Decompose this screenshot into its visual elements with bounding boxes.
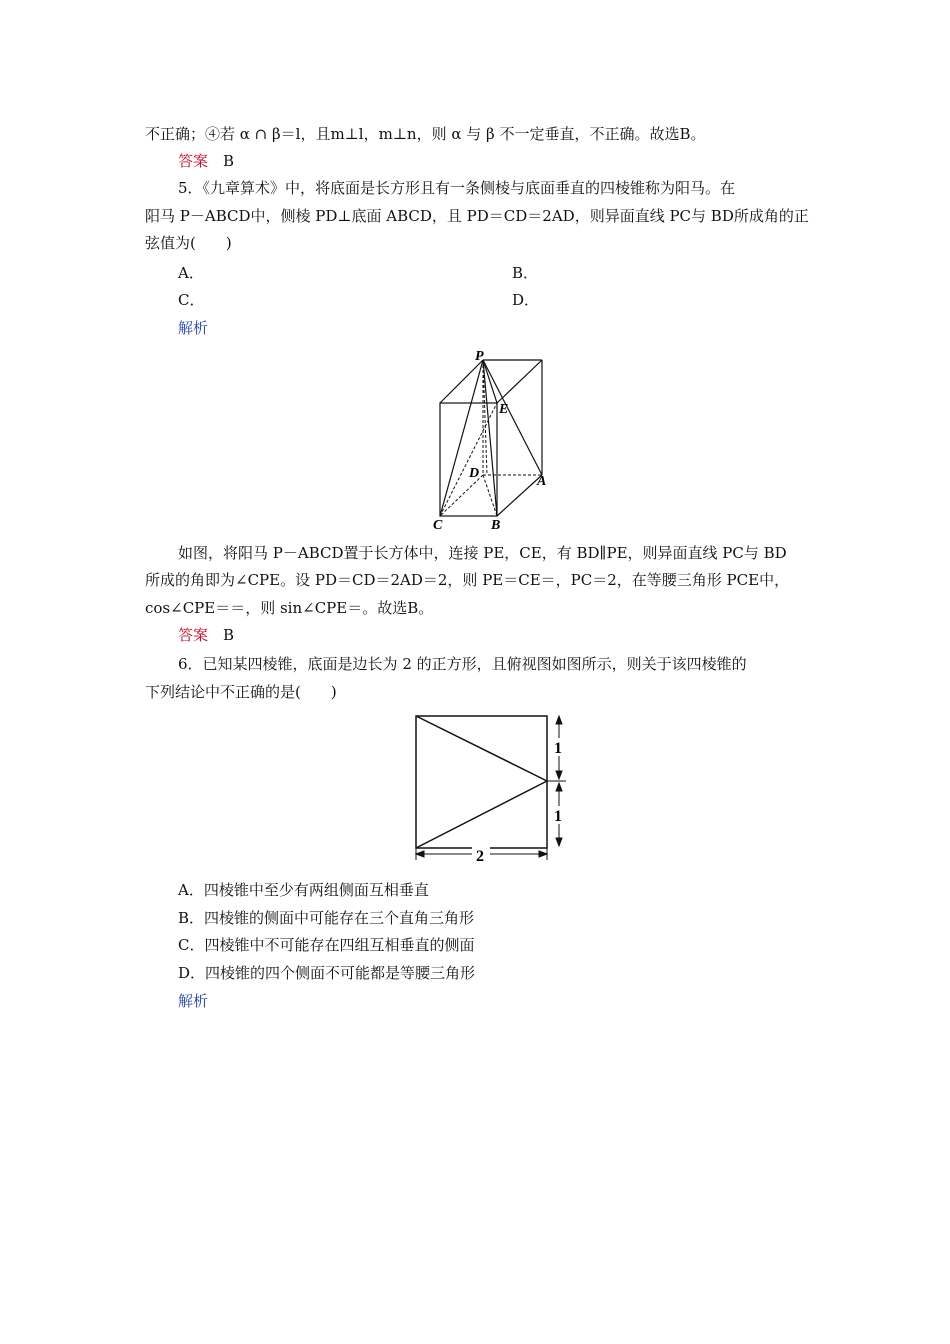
- q5-analysis-label: 解析: [178, 319, 209, 337]
- q4-answer: [178, 151, 234, 171]
- dim-top-1: 1: [554, 740, 562, 757]
- q6-option-b: B．四棱锥的侧面中可能存在三个直角三角形: [178, 909, 475, 927]
- label-b: B: [491, 518, 501, 533]
- q5-answer: [178, 625, 234, 645]
- dim-width-2: 2: [476, 848, 484, 865]
- answer-label: 答案: [178, 626, 209, 644]
- q5-solution-line3: cos∠CPE＝＝，则 sin∠CPE＝。故选B。: [145, 599, 434, 617]
- q5-stem-line1: 5．《九章算术》中，将底面是长方形且有一条侧棱与底面垂直的四棱锥称为阳马。在: [178, 179, 736, 197]
- q5-option-c: C．: [178, 291, 205, 309]
- q5-stem-line3: 弦值为( ): [145, 234, 232, 252]
- prev-solution-tail: 不正确；④若 α ∩ β＝l，且m⊥l，m⊥n，则 α 与 β 不一定垂直，不正确。故选B。: [145, 125, 706, 143]
- q6-top-view-figure: [410, 710, 570, 870]
- q6-stem-line2: 下列结论中不正确的是( ): [145, 683, 337, 701]
- dim-bottom-1: 1: [554, 808, 562, 825]
- label-d: D: [469, 466, 480, 481]
- q6-option-c: C．四棱锥中不可能存在四组互相垂直的侧面: [178, 936, 475, 954]
- q5-option-b: B．: [512, 264, 539, 282]
- q5-option-d: D．: [512, 291, 540, 309]
- label-p: P: [475, 349, 484, 364]
- label-e: E: [499, 402, 509, 417]
- q6-option-d: D．四棱锥的四个侧面不可能都是等腰三角形: [178, 964, 476, 982]
- label-a: A: [537, 474, 547, 489]
- label-c: C: [433, 518, 443, 533]
- answer-label: 答案: [178, 152, 209, 170]
- q5-stem-line2: 阳马 P－ABCD中，侧棱 PD⊥底面 ABCD，且 PD＝CD＝2AD，则异面直线 PC与 BD所成角的正: [145, 207, 809, 225]
- q5-solution-line2: 所成的角即为∠CPE。设 PD＝CD＝2AD＝2，则 PE＝CE＝，PC＝2，在等腰三角形 PCE中，: [145, 571, 790, 589]
- q6-stem-line1: 6．已知某四棱锥，底面是边长为 2 的正方形，且俯视图如图所示，则关于该四棱锥的: [178, 655, 747, 673]
- q5-option-a: A．: [178, 264, 204, 282]
- q5-cuboid-figure: [425, 345, 565, 535]
- q5-solution-line1: 如图，将阳马 P－ABCD置于长方体中，连接 PE，CE，有 BD∥PE，则异面直线 PC与 BD: [178, 544, 787, 562]
- q6-analysis-label: 解析: [178, 992, 209, 1010]
- q6-option-a: A．四棱锥中至少有两组侧面互相垂直: [178, 881, 429, 899]
- answer-value: B: [223, 626, 235, 644]
- answer-value: B: [223, 152, 235, 170]
